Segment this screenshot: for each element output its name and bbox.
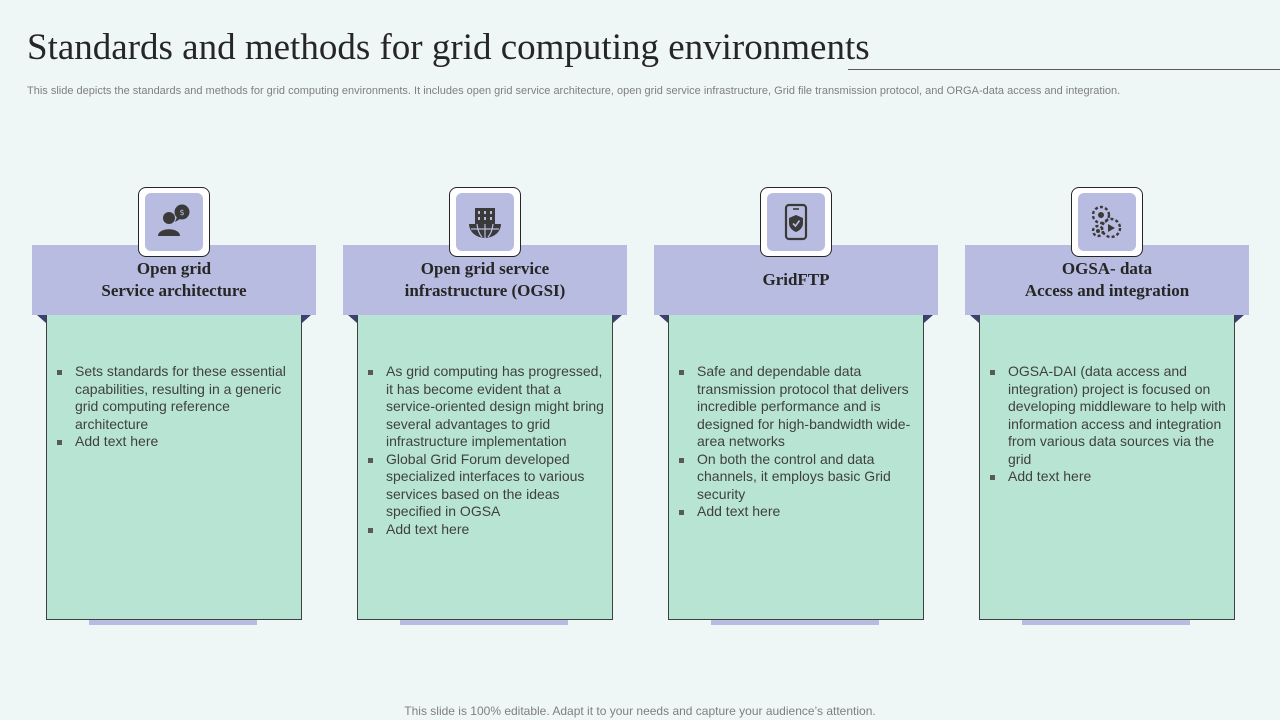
list-item: Add text here: [72, 433, 294, 451]
card-open-grid-service-architecture: [32, 187, 316, 627]
bullet-list: [72, 363, 294, 451]
list-item: On both the control and data channels, it employs basic Grid security: [694, 451, 916, 504]
fold-right: [924, 315, 933, 323]
gears-icon: [1086, 201, 1128, 243]
secure-phone-icon: [775, 201, 817, 243]
fold-left: [37, 315, 46, 323]
fold-left: [348, 315, 357, 323]
user-chat-icon: [153, 201, 195, 243]
bullet-list: [1005, 363, 1227, 486]
svg-text:$: $: [179, 208, 185, 217]
list-item: OGSA-DAI (data access and integration) project is focused on developing middleware to help with information access and integration from various data sources via the grid: [1005, 363, 1227, 468]
fold-right: [1235, 315, 1244, 323]
card-shadow: [711, 620, 879, 625]
building-globe-icon: [464, 201, 506, 243]
card-shadow: [89, 620, 257, 625]
icon-frame: [1071, 187, 1143, 257]
icon-frame: [138, 187, 210, 257]
card-shadow: [1022, 620, 1190, 625]
list-item: Add text here: [694, 503, 916, 521]
icon-frame: [449, 187, 521, 257]
icon-frame: [760, 187, 832, 257]
list-item: Global Grid Forum developed specialized interfaces to various services based on the ideas specified in OGSA: [383, 451, 605, 521]
bullet-list: [383, 363, 605, 538]
fold-left: [659, 315, 668, 323]
fold-right: [613, 315, 622, 323]
card-gridftp: [654, 187, 938, 627]
bullet-list: [694, 363, 916, 521]
list-item: Add text here: [383, 521, 605, 539]
list-item: As grid computing has progressed, it has become evident that a service-oriented design might bring several advantages to grid infrastructure implementation: [383, 363, 605, 451]
fold-left: [970, 315, 979, 323]
card-shadow: [400, 620, 568, 625]
page-title: Standards and methods for grid computing environments: [27, 27, 870, 68]
page-subtitle: This slide depicts the standards and methods for grid computing environments. It includes open grid service architecture, open grid service infrastructure, Grid file transmission protocol, and ORGA-data access and integration.: [27, 85, 1121, 97]
list-item: Safe and dependable data transmission protocol that delivers incredible performance and is designed for high-bandwidth wide-area networks: [694, 363, 916, 451]
fold-right: [302, 315, 311, 323]
footer-note: This slide is 100% editable. Adapt it to your needs and capture your audience’s attention.: [404, 704, 876, 718]
title-divider: [848, 69, 1280, 70]
card-ogsa-data-access: [965, 187, 1249, 627]
card-heading: Open grid Service architecture: [101, 259, 247, 300]
card-heading: OGSA- data Access and integration: [1024, 259, 1190, 300]
list-item: Add text here: [1005, 468, 1227, 486]
card-body: [46, 305, 302, 620]
card-ogsi: [343, 187, 627, 627]
card-heading: GridFTP: [762, 270, 830, 289]
card-heading: Open grid service infrastructure (OGSI): [404, 259, 566, 300]
list-item: Sets standards for these essential capabilities, resulting in a generic grid computing reference architecture: [72, 363, 294, 433]
